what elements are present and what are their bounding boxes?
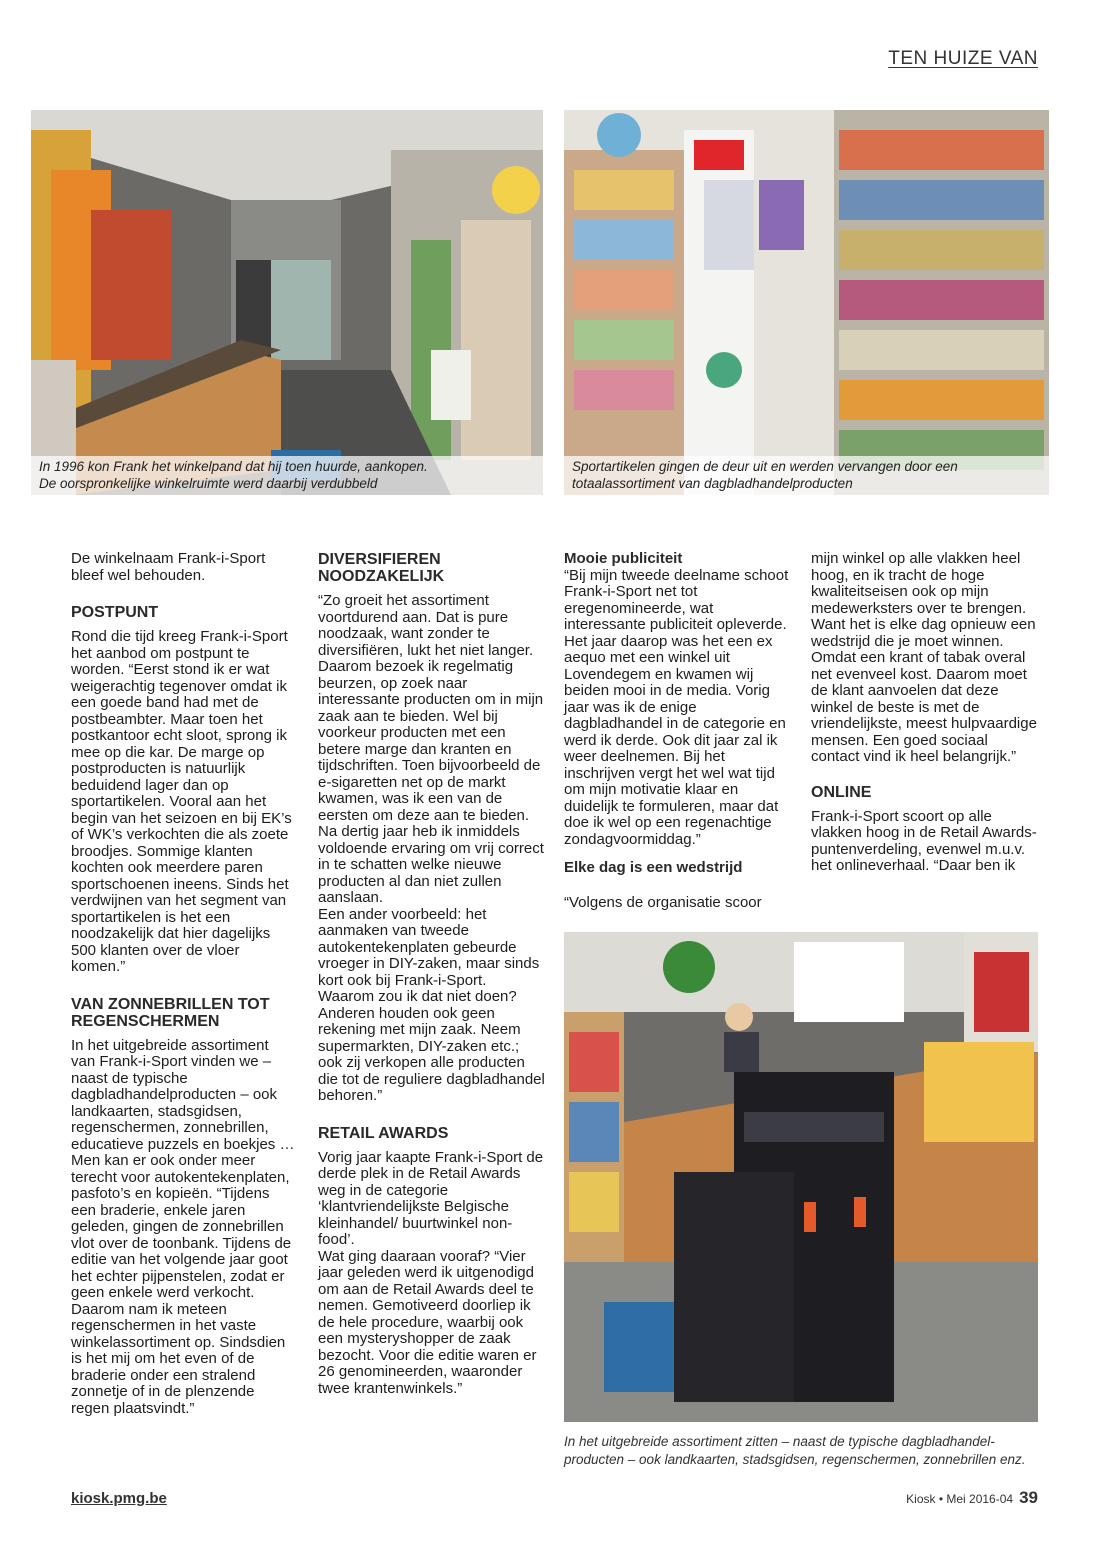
caption-line: De oorspronkelijke winkelruimte werd daarbij verdubbeld: [39, 476, 378, 491]
article-column-1: [71, 551, 296, 1417]
paragraph-wedstrijd-continued: mijn winkel op alle vlakken heel hoog, en ik tracht de hoge kwaliteitseisen ook op mijn medewerksters over te brengen. Want het is elke dag opnieuw een wedstrijd die je moet winnen. Omdat een krant of tabak overal net evenveel kost. Daarom moet de klant aanvoelen dat deze winkel de beste is met de vriendelijkste, meest hulpvaardige mensen. Een goed sociaal contact vind ik heel belangrijk.”: [811, 550, 1037, 765]
paragraph-diversifieren-2: Daarom bezoek ik regelmatig beurzen, op zoek naar interessante producten om in mijn zaak aan te bieden. Wel bij voorkeur producten met een betere marge dan kranten en tijdschriften. Toen bijvoorbeeld de e-sigaretten net op de markt kwamen, was ik een van de eersten om deze aan te bieden.: [318, 658, 544, 824]
heading-zonnebrillen: VAN ZONNEBRILLEN TOT REGENSCHERMEN: [71, 995, 270, 1030]
paragraph-diversifieren-5: Waarom zou ik dat niet doen? Anderen houden ook geen rekening met mijn zaak. Neem supermarkten, DIY-zaken etc.; ook zij verkopen alle producten die tot de reguliere dagbladhandel behoren.”: [318, 988, 545, 1104]
article-column-4-text: [811, 551, 1037, 875]
wedstrijd-column-3: [564, 895, 791, 912]
photo-shop-counter: [31, 110, 543, 495]
heading-diversifieren: DIVERSIFIEREN NOODZAKELIJK: [318, 551, 445, 585]
article-column-3: [564, 551, 791, 877]
section-label: TEN HUIZE VAN: [888, 48, 1038, 69]
intro-paragraph: De winkelnaam Frank-i-Sport bleef wel behouden.: [71, 550, 266, 584]
heading-retail-awards: RETAIL AWARDS: [318, 1124, 449, 1142]
paragraph-diversifieren-1: “Zo groeit het assortiment voortdurend aan. Dat is pure noodzaak, want zonder te diversifiëren, lukt het niet langer.: [318, 592, 534, 659]
photo-caption: [564, 1433, 1038, 1469]
page-number: 39: [1019, 1488, 1038, 1507]
paragraph-publiciteit: “Bij mijn tweede deelname schoot Frank-i-Sport net tot eregenomineerde, wat interessante publiciteit opleverde. Het jaar daarop was het een ex aequo met een winkel uit Lovendegem en kwamen wij beiden mooi in de media. Vorig jaar was ik de enige dagbladhandel in de categorie en werd ik derde. Ook dit jaar zal ik weer deelnemen. Bij het inschrijven vergt het wel wat tijd om mijn motivatie klaar en duidelijk te formuleren, maar dat doe ik wel op een regenachtige zondagvoormiddag.”: [564, 566, 789, 848]
paragraph-wedstrijd-start: “Volgens de organisatie scoor: [564, 894, 762, 911]
paragraph-diversifieren-3: Na dertig jaar heb ik inmiddels voldoende ervaring om vrij correct in te schatten welke nieuwe producten al dan niet zullen aanslaan.: [318, 823, 544, 906]
heading-online: ONLINE: [811, 783, 872, 801]
paragraph-retail-2: Wat ging daaraan vooraf? “Vier jaar geleden werd ik uitgenodigd om aan de Retail Awards deel te nemen. Gemotiveerd doorliep ik de hele procedure, waarbij ook een mysteryshopper de zaak bezocht. Voor die editie waren er 26 genomineerden, waaronder twee krantenwinkels.”: [318, 1247, 537, 1397]
paragraph-postpunt: Rond die tijd kreeg Frank-i-Sport het aanbod om postpunt te worden. “Eerst stond ik er wat weigerachtig tegenover omdat ik een goede band had met de postbeambter. Maar toen het postkantoor echt sloot, sprong ik mee op die kar. De marge op postproducten is natuurlijk beduidend lager dan op sportartikelen. Vooral aan het begin van het seizoen en bij EK’s of WK’s verkochten die als zoete broodjes. Sommige klanten kochten ook meerdere paren sportschoenen ineens. Sinds het verdwijnen van het segment van sportartikelen is het een noodzakelijk dat hier dagelijks 500 klanten over de vloer komen.”: [71, 628, 292, 975]
paragraph-zonnebrillen: In het uitgebreide assortiment van Frank-i-Sport vinden we – naast de typische dagbladhandelproducten – ook landkaarten, stadsgidsen, regenschermen, zonnebrillen, educatieve puzzels en boekjes … Men kan er ook onder meer terecht voor autokentekenplaten, pasfoto’s en kopieën. “Tijdens een braderie, enkele jaren geleden, gingen de zonnebrillen vlot over de toonbank. Tijdens de editie van het volgende jaar goot het echter pijpenstelen, zodat er geen enkele werd verkocht. Daarom nam ik meteen regenschermen in het vaste winkelassortiment op. Sindsdien is het mij om het even of de braderie onder een stralend zonnetje of in de plenzende regen plaatsvindt.”: [71, 1036, 295, 1417]
caption-line: Sportartikelen gingen de deur uit en werden vervangen door een: [572, 459, 958, 474]
caption-line: totaalassortiment van dagbladhandelproducten: [572, 476, 853, 491]
heading-wedstrijd: Elke dag is een wedstrijd: [564, 859, 743, 876]
article-column-2: [318, 551, 545, 1397]
photo-magazine-wall: [564, 110, 1049, 495]
paragraph-diversifieren-4: Een ander voorbeeld: het aanmaken van tweede autokentekenplaten gebeurde vroeger in DIY-zaken, maar sinds kort ook bij Frank-i-Sport.: [318, 905, 540, 989]
caption-line: In 1996 kon Frank het winkelpand dat hij toen huurde, aankopen.: [39, 459, 428, 474]
heading-publiciteit: Mooie publiciteit: [564, 550, 683, 567]
heading-postpunt: POSTPUNT: [71, 604, 159, 621]
photo-umbrella-display: [564, 932, 1038, 1422]
paragraph-retail-1: Vorig jaar kaapte Frank-i-Sport de derde plek in de Retail Awards weg in de categorie ‘klantvriendelijkste Belgische kleinhandel/ buurtwinkel non-food’.: [318, 1148, 544, 1248]
photo-caption: [564, 456, 1049, 495]
paragraph-online: Frank-i-Sport scoort op alle vlakken hoog in de Retail Awards-puntenverdeling, evenwel m.u.v. het onlineverhaal. “Daar ben ik: [811, 807, 1037, 874]
caption-line: producten – ook landkaarten, stadsgidsen, regenschermen, zonnebrillen enz.: [564, 1452, 1026, 1467]
caption-line: In het uitgebreide assortiment zitten – naast de typische dagbladhandel-: [564, 1434, 995, 1449]
photo-caption: [31, 456, 543, 495]
magazine-issue: Kiosk • Mei 2016-04: [906, 1492, 1014, 1506]
footer-issue: [906, 1488, 1038, 1508]
footer-url-link[interactable]: kiosk.pmg.be: [71, 1490, 167, 1507]
